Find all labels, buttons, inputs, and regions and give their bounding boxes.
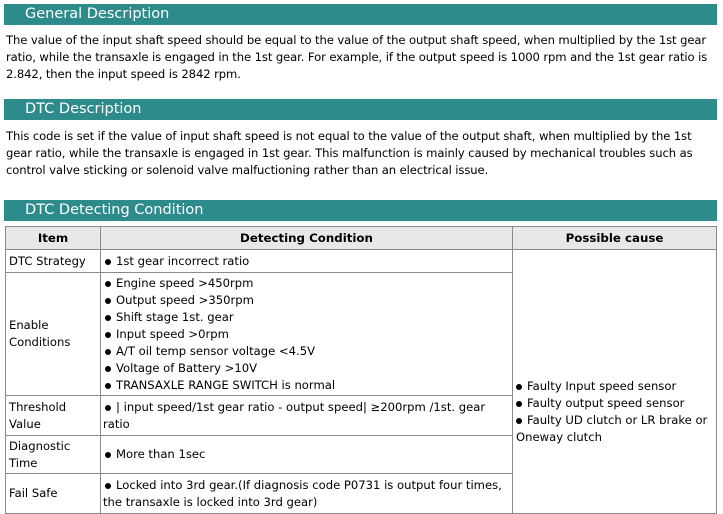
bullet-icon	[105, 315, 111, 321]
list-item: Faulty UD clutch or LR brake or Oneway clutch	[516, 412, 708, 444]
list-item: Input speed >0rpm	[103, 326, 509, 343]
bullet-icon	[105, 298, 111, 304]
condition-cell	[101, 250, 513, 273]
list-item: Locked into 3rd gear.(If diagnosis code P0731 is output four times, the transaxle is locked into 3rd gear)	[103, 477, 502, 509]
list-item: Output speed >350rpm	[103, 292, 509, 309]
list-item: A/T oil temp sensor voltage <4.5V	[103, 343, 509, 360]
item-cell-diagnostic-time: Diagnostic Time	[6, 436, 101, 474]
list-item: More than 1sec	[103, 446, 509, 463]
cause-list	[516, 378, 713, 446]
general-description-header: General Description	[4, 4, 717, 25]
list-item: | input speed/1st gear ratio - output speed| ≥200rpm /1st. gear ratio	[103, 399, 486, 431]
dtc-detecting-condition-header: DTC Detecting Condition	[4, 200, 717, 221]
bullet-icon	[105, 281, 111, 287]
bullet-icon	[105, 383, 111, 389]
possible-cause-cell	[513, 250, 717, 514]
condition-list	[103, 399, 509, 433]
bullet-icon	[105, 366, 111, 372]
list-item: Engine speed >450rpm	[103, 275, 509, 292]
condition-cell	[101, 396, 513, 436]
bullet-icon	[105, 405, 111, 411]
condition-cell	[101, 273, 513, 396]
bullet-icon	[105, 332, 111, 338]
condition-cell	[101, 474, 513, 514]
condition-cell	[101, 436, 513, 474]
column-header-possible-cause: Possible cause	[513, 227, 717, 250]
bullet-icon	[105, 483, 111, 489]
condition-list	[103, 446, 509, 463]
list-item: Shift stage 1st. gear	[103, 309, 509, 326]
list-item: Voltage of Battery >10V	[103, 360, 509, 377]
detecting-condition-table	[5, 226, 717, 514]
list-item: 1st gear incorrect ratio	[103, 253, 509, 270]
dtc-description-header: DTC Description	[4, 99, 717, 120]
document-page	[4, 4, 717, 514]
table-header-row	[6, 227, 717, 250]
column-header-item: Item	[6, 227, 101, 250]
bullet-icon	[105, 452, 111, 458]
list-item: TRANSAXLE RANGE SWITCH is normal	[103, 377, 509, 394]
condition-list	[103, 275, 509, 394]
item-cell-fail-safe: Fail Safe	[6, 474, 101, 514]
item-cell-dtc-strategy: DTC Strategy	[6, 250, 101, 273]
dtc-description-text: This code is set if the value of input shaft speed is not equal to the value of the output shaft, when multiplied by the 1st gear ratio, while the transaxle is engaged in 1st gear. This malfunction is mainly caused by mechanical troubles such as control valve sticking or solenoid valve malfuctioning rather than an electrical issue.	[6, 129, 693, 177]
list-item: Faulty output speed sensor	[516, 395, 713, 412]
general-description-text: The value of the input shaft speed should be equal to the value of the output shaft speed, when multiplied by the 1st gear ratio, while the transaxle is engaged in the 1st gear. For example, if the output speed is 1000 rpm and the 1st gear ratio is 2.842, then the input speed is 2842 rpm.	[6, 33, 708, 81]
item-cell-threshold-value: Threshold Value	[6, 396, 101, 436]
bullet-icon	[105, 349, 111, 355]
item-cell-enable-conditions: Enable Conditions	[6, 273, 101, 396]
bullet-icon	[516, 384, 522, 390]
condition-list	[103, 477, 509, 511]
condition-list	[103, 253, 509, 270]
bullet-icon	[516, 401, 522, 407]
bullet-icon	[516, 418, 522, 424]
column-header-detecting-condition: Detecting Condition	[101, 227, 513, 250]
bullet-icon	[105, 259, 111, 265]
table-row	[6, 250, 717, 273]
list-item: Faulty Input speed sensor	[516, 378, 713, 395]
